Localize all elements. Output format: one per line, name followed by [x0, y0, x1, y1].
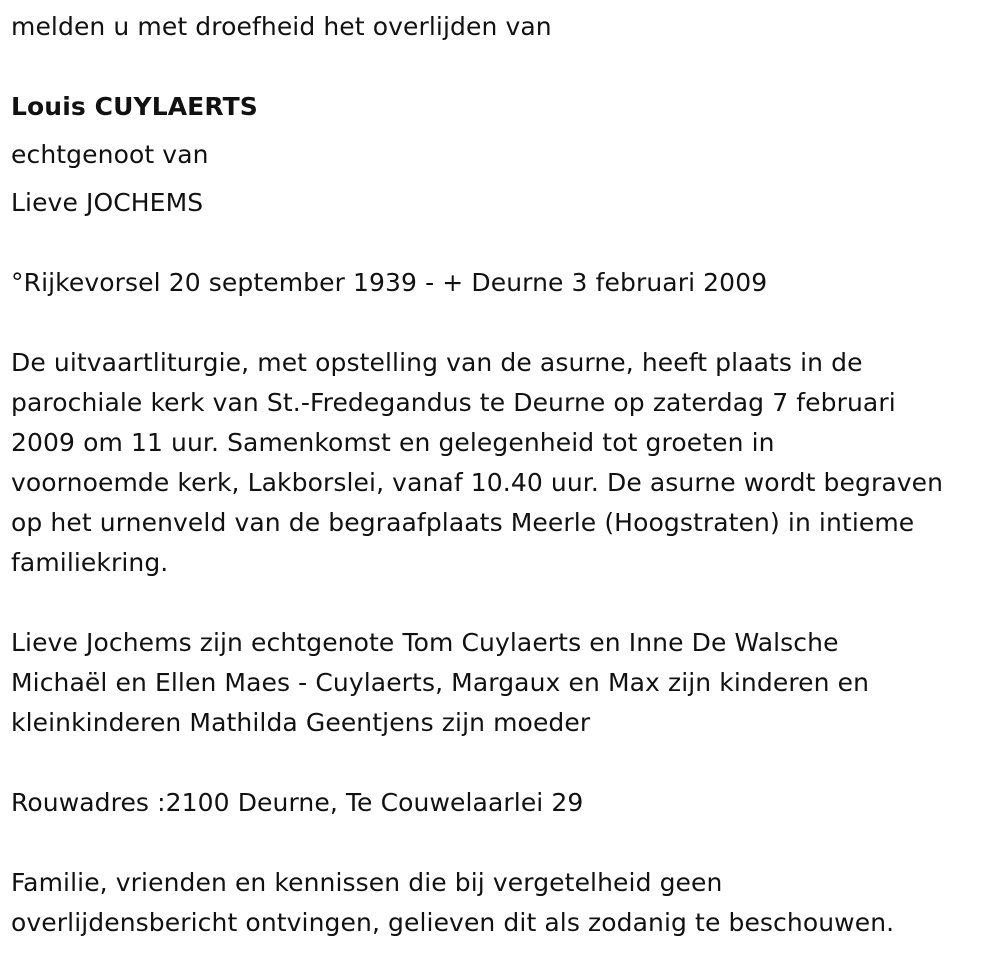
funeral-line: parochiale kerk van St.-Fredegandus te Deurne op zaterdag 7 februari: [11, 388, 896, 417]
funeral-line: De uitvaartliturgie, met opstelling van de asurne, heeft plaats in de: [11, 348, 863, 377]
family-line: Lieve Jochems zijn echtgenote Tom Cuylaerts en Inne De Walsche: [11, 628, 839, 657]
funeral-line: 2009 om 11 uur. Samenkomst en gelegenheid tot groeten in: [11, 428, 775, 457]
intro-text: melden u met droefheid het overlijden van: [11, 12, 552, 41]
funeral-line: voornoemde kerk, Lakborslei, vanaf 10.40 uur. De asurne wordt begraven: [11, 468, 944, 497]
relation-text: echtgenoot van: [11, 140, 209, 169]
spouse-name: Lieve JOCHEMS: [11, 188, 204, 217]
closing-line: overlijdensbericht ontvingen, gelieven dit als zodanig te beschouwen.: [11, 908, 895, 937]
mourning-address: Rouwadres :2100 Deurne, Te Couwelaarlei 29: [11, 788, 584, 817]
funeral-line: familiekring.: [11, 548, 169, 577]
funeral-line: op het urnenveld van de begraafplaats Meerle (Hoogstraten) in intieme: [11, 508, 915, 537]
deceased-name: Louis CUYLAERTS: [11, 92, 258, 121]
family-line: Michaël en Ellen Maes - Cuylaerts, Margaux en Max zijn kinderen en: [11, 668, 870, 697]
family-line: kleinkinderen Mathilda Geentjens zijn moeder: [11, 708, 591, 737]
birth-death-dates: °Rijkevorsel 20 september 1939 - + Deurne 3 februari 2009: [11, 268, 768, 297]
closing-line: Familie, vrienden en kennissen die bij vergetelheid geen: [11, 868, 723, 897]
